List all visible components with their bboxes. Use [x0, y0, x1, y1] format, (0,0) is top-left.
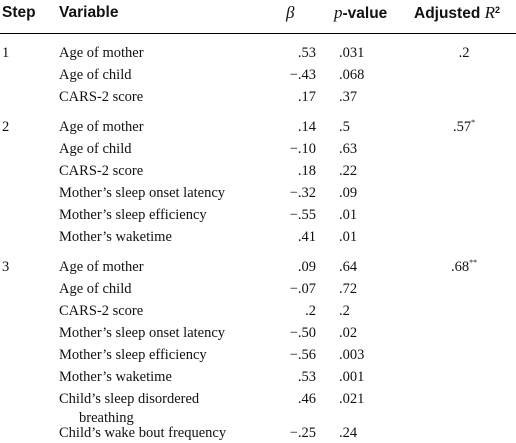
header-variable: Variable [59, 4, 119, 21]
variable-cell: Age of mother [59, 45, 144, 61]
adjusted-r2-value: .2 [458, 45, 470, 61]
variable-cell: Mother’s waketime [59, 229, 172, 245]
beta-cell: −.10 [289, 141, 316, 157]
adjusted-r2-significance: * [471, 118, 476, 127]
header-p-rest: -value [342, 5, 388, 22]
p-value-cell: .5 [339, 119, 350, 135]
p-value-cell: .63 [339, 141, 358, 157]
adjusted-r2-value: .68 [450, 259, 470, 275]
variable-cell: Mother’s sleep onset latency [59, 185, 226, 201]
header-adjusted-label: Adjusted [414, 5, 485, 22]
variable-cell: Mother’s sleep efficiency [59, 207, 207, 223]
p-value-cell: .031 [339, 45, 365, 61]
variable-cell: CARS-2 score [59, 163, 144, 179]
variable-cell: Age of child [59, 281, 132, 297]
variable-cell: Mother’s waketime [59, 369, 172, 385]
beta-cell: −.55 [289, 207, 316, 223]
p-value-cell: .068 [339, 67, 365, 83]
beta-cell: .18 [297, 163, 316, 179]
beta-cell: −.50 [289, 325, 316, 341]
beta-cell: .09 [297, 259, 316, 275]
beta-cell: −.07 [289, 281, 316, 297]
variable-cell-continuation: breathing [79, 410, 134, 426]
p-value-cell: .72 [339, 281, 358, 297]
variable-cell: Age of mother [59, 259, 144, 275]
variable-cell: Mother’s sleep onset latency [59, 325, 226, 341]
p-value-cell: .2 [339, 303, 350, 319]
beta-cell: .14 [297, 119, 316, 135]
p-value-cell: .64 [339, 259, 358, 275]
adjusted-r2-cell [414, 118, 514, 136]
p-value-cell: .09 [339, 185, 358, 201]
step-number: 3 [2, 259, 10, 275]
beta-cell: −.43 [289, 67, 316, 83]
variable-cell: Age of child [59, 141, 132, 157]
beta-cell: .53 [297, 369, 316, 385]
p-value-cell: .01 [339, 207, 358, 223]
table-header-row [0, 4, 516, 28]
adjusted-r2-value: .57 [452, 119, 472, 135]
p-value-cell: .01 [339, 229, 358, 245]
header-p-value [334, 4, 387, 23]
p-value-cell: .001 [339, 369, 365, 385]
header-adjusted-r2 [414, 4, 500, 23]
variable-cell: Child’s sleep disordered [59, 391, 200, 407]
p-value-cell: .22 [339, 163, 358, 179]
p-value-cell: .37 [339, 89, 358, 105]
p-value-cell: .02 [339, 325, 358, 341]
variable-cell: Age of mother [59, 119, 144, 135]
adjusted-r2-significance: ** [469, 258, 478, 267]
variable-cell: CARS-2 score [59, 303, 144, 319]
header-step: Step [2, 4, 36, 21]
adjusted-r2-cell [414, 44, 514, 62]
header-adjusted-sup: 2 [495, 5, 501, 15]
header-rule [0, 33, 516, 34]
beta-cell: .46 [297, 391, 316, 407]
beta-cell: .2 [305, 303, 316, 319]
step-number: 1 [2, 45, 10, 61]
header-p-italic: p [334, 3, 343, 22]
header-adjusted-math: R [484, 3, 496, 22]
variable-cell: Child’s wake bout frequency [59, 425, 227, 441]
variable-cell: Age of child [59, 67, 132, 83]
p-value-cell: .003 [339, 347, 365, 363]
p-value-cell: .021 [339, 391, 365, 407]
beta-cell: .17 [297, 89, 316, 105]
beta-cell: .41 [297, 229, 316, 245]
variable-cell: CARS-2 score [59, 89, 144, 105]
beta-cell: −.56 [289, 347, 316, 363]
adjusted-r2-cell [414, 258, 514, 276]
p-value-cell: .24 [339, 425, 358, 441]
variable-cell: Mother’s sleep efficiency [59, 347, 207, 363]
beta-cell: .53 [297, 45, 316, 61]
beta-cell: −.25 [289, 425, 316, 441]
step-number: 2 [2, 119, 10, 135]
beta-cell: −.32 [289, 185, 316, 201]
header-beta: β [286, 3, 295, 22]
